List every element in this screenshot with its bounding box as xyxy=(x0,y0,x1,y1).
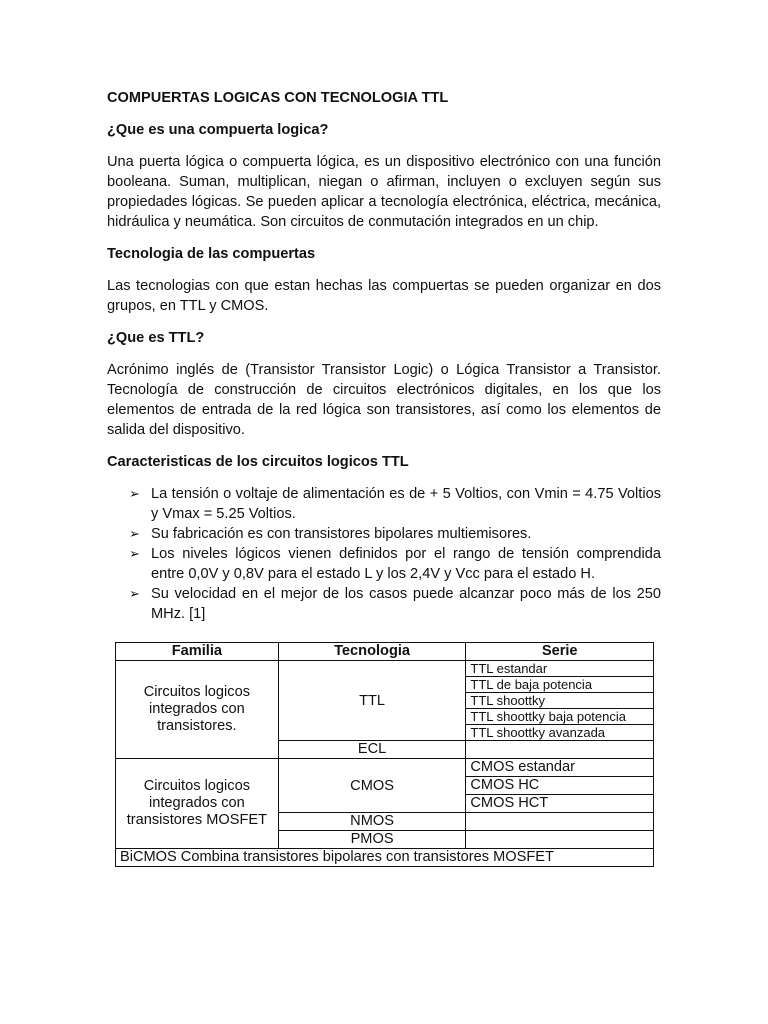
table-cell-serie: TTL shoottky baja potencia xyxy=(466,709,654,725)
table-cell-serie: CMOS HCT xyxy=(466,795,654,813)
table-cell-serie xyxy=(466,741,654,759)
table-cell-familia: Circuitos logicos integrados con transistores MOSFET xyxy=(116,759,279,849)
table-cell-serie xyxy=(466,813,654,831)
table-cell-tecnologia: CMOS xyxy=(278,759,466,813)
arrow-right-icon: ➢ xyxy=(129,586,140,601)
arrow-right-icon: ➢ xyxy=(129,526,140,541)
table-cell-serie: TTL shoottky avanzada xyxy=(466,725,654,741)
table-header: Serie xyxy=(466,643,654,661)
table-cell-serie xyxy=(466,831,654,849)
section-paragraph: Las tecnologias con que estan hechas las compuertas se pueden organizar en dos grupos, en TTL y CMOS. xyxy=(107,278,661,314)
characteristics-list xyxy=(107,484,661,624)
table-row xyxy=(116,759,654,777)
table-cell-tecnologia: NMOS xyxy=(278,813,466,831)
logic-families-table xyxy=(115,642,654,867)
arrow-right-icon: ➢ xyxy=(129,546,140,561)
list-item xyxy=(107,544,661,584)
table-cell-tecnologia: ECL xyxy=(278,741,466,759)
table-cell-familia: Circuitos logicos integrados con transistores. xyxy=(116,661,279,759)
list-item-text: Su velocidad en el mejor de los casos puede alcanzar poco más de los 250 MHz. [1] xyxy=(151,586,661,622)
table-row xyxy=(116,661,654,677)
list-item xyxy=(107,484,661,524)
table-cell-serie: CMOS estandar xyxy=(466,759,654,777)
section-heading: Caracteristicas de los circuitos logicos TTL xyxy=(107,454,409,470)
arrow-right-icon: ➢ xyxy=(129,486,140,501)
section-heading: ¿Que es TTL? xyxy=(107,330,205,346)
document-page xyxy=(107,88,661,867)
table-cell-tecnologia: TTL xyxy=(278,661,466,741)
section-heading: ¿Que es una compuerta logica? xyxy=(107,122,329,138)
section-paragraph: Acrónimo inglés de (Transistor Transistor Logic) o Lógica Transistor a Transistor. Tecnología de construcción de circuitos electrónicos digitales, en los que los elementos de entrada de la red lógica son transistores, así como los elementos de salida del dispositivo. xyxy=(107,362,661,438)
table-header: Familia xyxy=(116,643,279,661)
list-item-text: Los niveles lógicos vienen definidos por el rango de tensión comprendida entre 0,0V y 0,8V para el estado L y los 2,4V y Vcc para el estado H. xyxy=(151,546,661,582)
table-cell-serie: TTL de baja potencia xyxy=(466,677,654,693)
table-cell-serie: TTL shoottky xyxy=(466,693,654,709)
list-item-text: La tensión o voltaje de alimentación es de + 5 Voltios, con Vmin = 4.75 Voltios y Vmax = 5.25 Voltios. xyxy=(151,486,661,522)
list-item-text: Su fabricación es con transistores bipolares multiemisores. xyxy=(151,526,532,542)
table-header-row xyxy=(116,643,654,661)
table-header: Tecnologia xyxy=(278,643,466,661)
table-cell-serie: CMOS HC xyxy=(466,777,654,795)
table-cell-serie: TTL estandar xyxy=(466,661,654,677)
section-paragraph: Una puerta lógica o compuerta lógica, es un dispositivo electrónico con una función booleana. Suman, multiplican, niegan o afirman, incluyen o excluyen según sus propiedades lógicas. Se pueden aplicar a tecnología electrónica, eléctrica, mecánica, hidráulica y neumática. Son circuitos de conmutación integrados en un chip. xyxy=(107,154,661,230)
table-cell-tecnologia: PMOS xyxy=(278,831,466,849)
section-heading: Tecnologia de las compuertas xyxy=(107,246,316,262)
table-footer-cell: BiCMOS Combina transistores bipolares con transistores MOSFET xyxy=(116,849,654,867)
table-row xyxy=(116,849,654,867)
list-item xyxy=(107,584,661,624)
list-item xyxy=(107,524,661,544)
document-title: COMPUERTAS LOGICAS CON TECNOLOGIA TTL xyxy=(107,90,449,106)
